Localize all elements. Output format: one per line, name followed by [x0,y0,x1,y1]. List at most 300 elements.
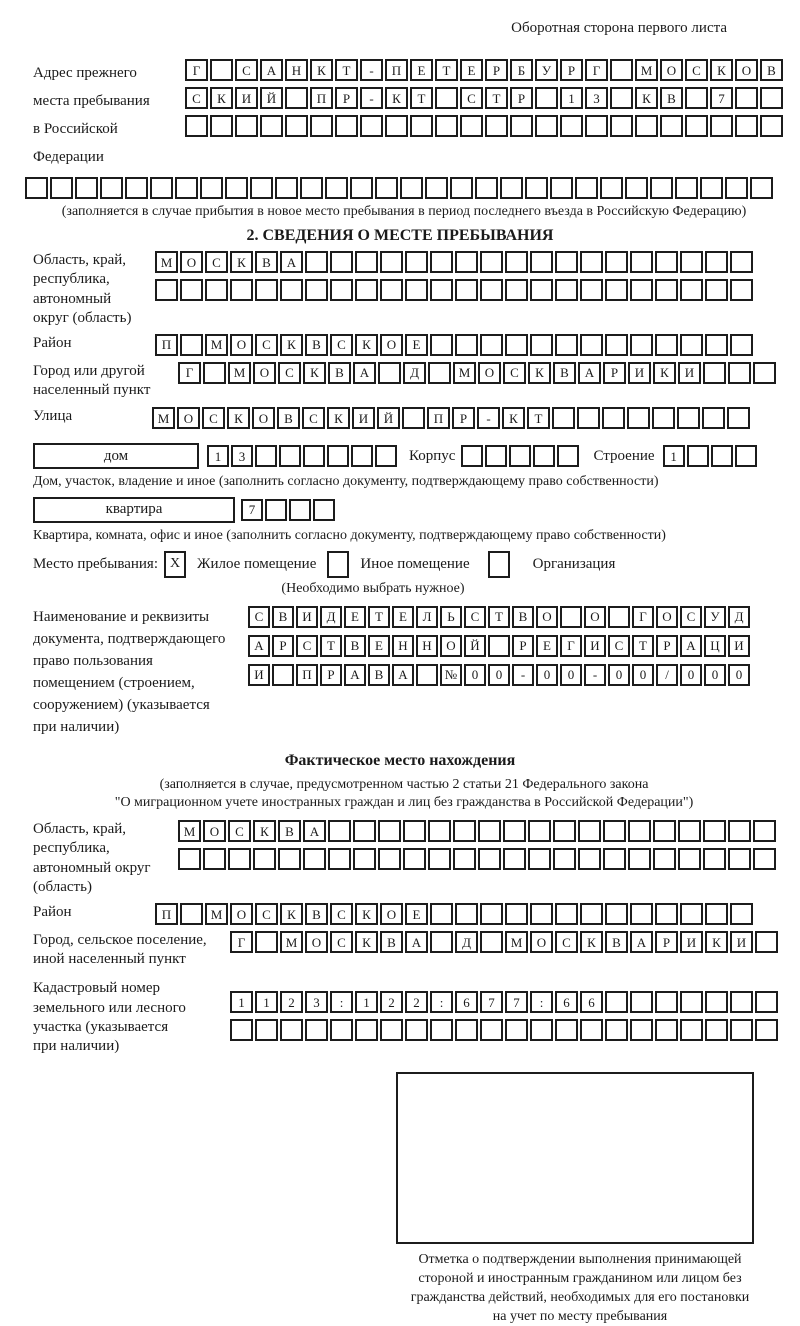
char-cell [703,848,726,870]
actual-region-grid [178,820,776,870]
text-line: участка (указывается [33,1018,169,1035]
apartment-block [33,497,785,523]
text-line: (область) [33,878,92,895]
char-cell: И [680,931,703,953]
char-cell [480,279,503,301]
char-cell [728,820,751,842]
char-cell [425,177,448,199]
house-block [33,443,785,469]
char-cell [653,820,676,842]
char-cell: 6 [455,991,478,1013]
char-cell: В [512,606,534,628]
char-cell [378,848,401,870]
char-cell [553,820,576,842]
ownership-document-block [33,606,785,738]
char-cell [735,87,758,109]
char-cell [630,903,653,925]
text-line: при наличии) [33,1037,120,1054]
char-cell [355,1019,378,1041]
char-cell [630,334,653,356]
char-cell: С [248,606,270,628]
char-cell: О [230,903,253,925]
char-cell [700,177,723,199]
char-cell: А [630,931,653,953]
char-cell: Р [320,664,342,686]
char-cell: Б [510,59,533,81]
text-line: в Российской [33,121,118,137]
char-cell: И [296,606,318,628]
char-row [155,251,753,273]
char-cell [100,177,123,199]
text-line: (заполняется в случае, предусмотренном частью 2 статьи 21 Федерального закона [159,776,649,792]
char-cell: Р [510,87,533,109]
text-line: Отметка о подтверждении выполнения принимающей [418,1252,742,1268]
char-cell [355,279,378,301]
char-cell: 2 [380,991,403,1013]
char-cell: 2 [280,991,303,1013]
char-cell [488,635,510,657]
char-cell [580,1019,603,1041]
char-cell [255,1019,278,1041]
char-cell: В [328,362,351,384]
char-cell: Е [410,59,433,81]
char-cell: Г [185,59,208,81]
char-cell: О [536,606,558,628]
char-cell [503,820,526,842]
char-cell: Е [460,59,483,81]
text-line: Адрес прежнего [33,65,137,81]
cadastral-block [33,979,785,1056]
char-cell: Л [416,606,438,628]
char-cell: 1 [355,991,378,1013]
char-row [230,931,778,953]
char-cell [727,407,750,429]
char-cell [402,407,425,429]
char-cell: И [628,362,651,384]
char-cell [535,87,558,109]
char-cell: К [705,931,728,953]
char-cell [460,115,483,137]
text-line: право пользования [33,652,153,669]
char-row [230,1019,778,1041]
char-cell [608,606,630,628]
char-row [178,848,776,870]
text-line: Город, сельское поселение, [33,932,207,948]
char-cell [602,407,625,429]
char-cell: Т [410,87,433,109]
char-cell [285,115,308,137]
char-cell [285,87,308,109]
char-cell [330,1019,353,1041]
char-cell: К [280,903,303,925]
char-cell [528,820,551,842]
char-cell: Г [585,59,608,81]
stay-type-option-organization: Организация [532,556,616,573]
house-box-label: дом [33,443,199,469]
city-label [33,362,178,400]
char-cell [503,848,526,870]
char-cell [155,279,178,301]
char-cell: К [385,87,408,109]
char-cell: Р [603,362,626,384]
char-cell [655,251,678,273]
char-cell: К [355,931,378,953]
char-cell: И [352,407,375,429]
char-cell: 1 [663,445,685,467]
char-cell: О [440,635,462,657]
char-cell: М [505,931,528,953]
char-cell [250,177,273,199]
char-row [152,407,750,429]
char-cell [375,177,398,199]
char-cell [175,177,198,199]
char-cell: О [735,59,758,81]
char-cell [610,115,633,137]
district-label: Район [33,334,72,351]
stroenie-cells [663,445,757,467]
char-cell [303,445,325,467]
text-line: места пребывания [33,93,150,109]
char-cell [680,334,703,356]
char-cell: А [280,251,303,273]
char-cell [210,115,233,137]
char-cell [505,903,528,925]
stay-type-option-other-premises: Иное помещение [360,556,470,573]
char-cell [750,177,773,199]
char-cell [255,445,277,467]
apartment-note: Квартира, комната, офис и иное (заполнить согласно документу, подтверждающему право собственности) [33,527,666,543]
char-cell: Е [405,334,428,356]
char-cell [550,177,573,199]
stay-type-checkbox-organization [488,551,510,578]
char-cell: Й [464,635,486,657]
prev-address-note: (заполняется в случае прибытия в новое место пребывания в период последнего въезда в Российскую Федерацию) [61,204,747,219]
char-cell [450,177,473,199]
char-cell [480,931,503,953]
char-row [185,115,783,137]
char-cell [253,848,276,870]
house-note: Дом, участок, владение и иное (заполнить согласно документу, подтверждающему право собственности) [33,474,659,490]
actual-region-label [33,820,178,897]
char-cell [203,362,226,384]
cadastral-grid [230,991,778,1041]
char-cell: В [278,820,301,842]
char-cell [580,334,603,356]
char-cell: Е [405,903,428,925]
char-row [248,664,750,686]
char-row [248,635,750,657]
text-line: земельного или лесного [33,999,186,1016]
char-cell [675,177,698,199]
char-cell [680,903,703,925]
char-cell: К [310,59,333,81]
char-cell [313,499,335,521]
char-cell: : [430,991,453,1013]
char-cell: К [653,362,676,384]
char-cell [735,115,758,137]
char-cell: 0 [704,664,726,686]
char-cell [655,279,678,301]
char-cell [630,1019,653,1041]
char-cell: 7 [480,991,503,1013]
char-cell: В [305,903,328,925]
char-cell [300,177,323,199]
char-cell [180,334,203,356]
char-cell [753,362,776,384]
char-cell: П [385,59,408,81]
district-block [33,334,785,356]
char-cell [578,848,601,870]
char-cell [430,931,453,953]
text-line: на учет по месту пребывания [492,1309,668,1325]
char-cell [330,279,353,301]
char-cell [430,279,453,301]
char-cell: - [512,664,534,686]
char-cell: А [344,664,366,686]
char-cell [272,664,294,686]
char-cell: П [296,664,318,686]
char-cell [265,499,287,521]
char-cell [530,1019,553,1041]
char-cell [510,115,533,137]
char-cell: О [380,903,403,925]
char-cell [680,251,703,273]
char-cell: К [355,903,378,925]
char-cell: С [255,903,278,925]
char-cell: П [155,334,178,356]
char-cell [685,87,708,109]
char-cell: А [353,362,376,384]
char-cell: С [330,334,353,356]
char-cell [378,362,401,384]
char-cell: С [330,931,353,953]
char-cell [478,848,501,870]
char-cell: Р [512,635,534,657]
char-cell [730,1019,753,1041]
char-cell [560,606,582,628]
char-cell [455,251,478,273]
char-cell [703,820,726,842]
text-line: округ (область) [33,309,132,326]
char-cell: А [248,635,270,657]
char-cell: М [152,407,175,429]
char-cell: В [277,407,300,429]
text-line: Кадастровый номер [33,980,160,997]
char-cell: 0 [728,664,750,686]
char-cell: К [327,407,350,429]
char-cell [279,445,301,467]
char-cell: : [330,991,353,1013]
char-cell: С [228,820,251,842]
char-cell: Г [178,362,201,384]
char-cell [553,848,576,870]
char-cell: А [392,664,414,686]
char-cell: Д [728,606,750,628]
char-cell: А [405,931,428,953]
char-cell [75,177,98,199]
char-cell [603,848,626,870]
actual-district-block [33,903,785,925]
char-cell: В [272,606,294,628]
char-cell [627,407,650,429]
char-cell [753,820,776,842]
char-cell [555,903,578,925]
char-cell [705,903,728,925]
char-cell: Р [272,635,294,657]
char-cell [530,251,553,273]
text-line: "О миграционном учете иностранных граждан и лиц без гражданства в Российской Федерации") [114,795,694,811]
char-cell [730,334,753,356]
char-cell: К [635,87,658,109]
char-cell [255,931,278,953]
char-cell [328,820,351,842]
char-cell [580,251,603,273]
char-cell: О [203,820,226,842]
char-cell: Ь [440,606,462,628]
char-cell: А [303,820,326,842]
stay-type-checkbox-other-premises [327,551,349,578]
char-cell [528,848,551,870]
char-cell [687,445,709,467]
char-cell [416,664,438,686]
char-cell [455,1019,478,1041]
char-row [155,903,753,925]
char-cell: Р [485,59,508,81]
char-cell: О [252,407,275,429]
char-cell: 3 [305,991,328,1013]
char-cell [428,820,451,842]
char-cell [380,1019,403,1041]
char-cell [705,251,728,273]
char-cell [603,820,626,842]
char-cell: О [380,334,403,356]
char-cell: О [305,931,328,953]
char-cell: М [178,820,201,842]
char-cell [728,848,751,870]
text-line: иной населенный пункт [33,951,186,968]
text-line: Федерации [33,149,104,165]
char-cell: И [730,931,753,953]
char-cell [680,1019,703,1041]
stay-type-block [33,551,785,578]
char-cell [655,334,678,356]
char-cell: С [680,606,702,628]
char-row [185,59,783,81]
char-cell: Т [527,407,550,429]
ownership-document-grid [248,606,750,686]
char-cell [605,991,628,1013]
char-cell: Д [320,606,342,628]
char-cell [480,251,503,273]
char-cell: Е [536,635,558,657]
char-cell: У [704,606,726,628]
char-cell: С [185,87,208,109]
char-cell [205,279,228,301]
char-cell [557,445,579,467]
char-cell: Г [632,606,654,628]
char-cell [552,407,575,429]
char-cell [660,115,683,137]
char-cell [730,279,753,301]
char-cell [325,177,348,199]
char-cell [653,848,676,870]
char-cell [755,931,778,953]
char-cell [760,115,783,137]
char-cell: О [180,251,203,273]
char-cell: К [710,59,733,81]
char-cell [230,1019,253,1041]
char-cell [580,279,603,301]
char-cell [453,848,476,870]
char-cell [330,251,353,273]
char-cell [728,362,751,384]
char-cell: Е [392,606,414,628]
char-cell: 6 [580,991,603,1013]
char-cell: С [205,251,228,273]
char-cell: М [228,362,251,384]
prev-address-block [33,59,785,171]
text-line: Область, край, [33,821,127,838]
char-cell [378,820,401,842]
char-cell [485,445,507,467]
char-cell [435,87,458,109]
char-cell: К [230,251,253,273]
prev-address-overflow-row [25,177,785,199]
char-cell: С [255,334,278,356]
char-cell [678,820,701,842]
char-cell: О [660,59,683,81]
char-cell: Т [632,635,654,657]
char-cell: 2 [405,991,428,1013]
char-cell [630,251,653,273]
char-cell [705,334,728,356]
char-cell: М [205,334,228,356]
char-cell [455,903,478,925]
char-cell [235,115,258,137]
char-cell: С [464,606,486,628]
char-cell [310,115,333,137]
actual-city-block [33,931,785,969]
ownership-document-label [33,606,248,738]
char-cell [305,279,328,301]
actual-city-label [33,931,230,969]
char-cell: В [380,931,403,953]
char-cell [535,115,558,137]
char-cell [210,59,233,81]
korpus-cells [461,445,579,467]
char-cell [305,1019,328,1041]
char-cell: 0 [632,664,654,686]
char-cell [600,177,623,199]
text-line: помещением (строением, [33,674,195,691]
char-cell: С [296,635,318,657]
street-block [33,407,785,429]
stay-type-option-residential: Жилое помещение [197,556,317,573]
char-cell: 0 [464,664,486,686]
char-cell [555,1019,578,1041]
char-cell [755,1019,778,1041]
stroenie-label: Строение [593,448,655,465]
char-cell [403,848,426,870]
char-cell [578,820,601,842]
char-cell: С [555,931,578,953]
char-cell [353,820,376,842]
char-cell: Т [488,606,510,628]
char-cell: С [460,87,483,109]
char-cell [280,279,303,301]
char-cell [710,115,733,137]
text-line: населенный пункт [33,382,151,399]
